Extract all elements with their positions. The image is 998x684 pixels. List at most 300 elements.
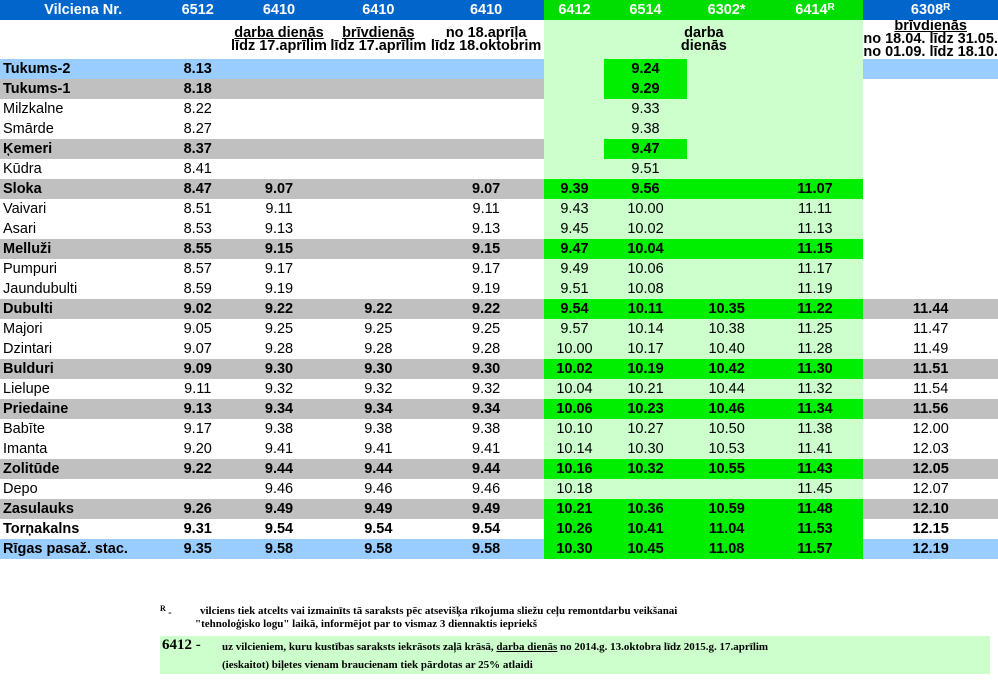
time-cell: 9.13 [428, 219, 545, 239]
station-name: Torņakalns [0, 519, 166, 539]
time-cell [863, 119, 998, 139]
table-row [0, 219, 998, 239]
r-footnote-marker: $^R$ - [160, 604, 172, 619]
subheader-weekdays: darba dienās [544, 20, 863, 59]
train-number: $6308^R$ [863, 0, 998, 20]
time-cell: 10.17 [604, 339, 686, 359]
time-cell: 10.45 [604, 539, 686, 559]
time-cell: 10.59 [687, 499, 767, 519]
time-cell: 9.02 [166, 299, 229, 319]
time-cell: 9.35 [166, 539, 229, 559]
time-cell: 9.54 [544, 299, 604, 319]
time-cell: 11.57 [767, 539, 864, 559]
time-cell: 8.51 [166, 199, 229, 219]
time-cell: 12.00 [863, 419, 998, 439]
time-cell: 10.14 [544, 439, 604, 459]
time-cell [687, 259, 767, 279]
time-cell: 9.09 [166, 359, 229, 379]
time-cell: 10.30 [544, 539, 604, 559]
time-cell: 11.48 [767, 499, 864, 519]
time-cell [687, 99, 767, 119]
time-cell: 10.50 [687, 419, 767, 439]
time-cell [863, 59, 998, 79]
station-name: Depo [0, 479, 166, 499]
time-cell: 9.25 [329, 319, 428, 339]
time-cell: 9.46 [428, 479, 545, 499]
time-cell [329, 179, 428, 199]
time-cell: 12.10 [863, 499, 998, 519]
time-cell: 9.38 [428, 419, 545, 439]
time-cell: 9.11 [428, 199, 545, 219]
time-cell [687, 159, 767, 179]
time-cell: 9.51 [544, 279, 604, 299]
time-cell: 10.53 [687, 439, 767, 459]
time-cell: 9.32 [428, 379, 545, 399]
time-cell [329, 159, 428, 179]
time-cell: 10.18 [544, 479, 604, 499]
time-cell: 9.58 [329, 539, 428, 559]
time-cell [544, 79, 604, 99]
time-cell: 10.21 [544, 499, 604, 519]
table-row [0, 499, 998, 519]
table-row [0, 459, 998, 479]
r-superscript: R [827, 2, 835, 13]
subheader-row [0, 20, 998, 59]
time-cell [229, 59, 329, 79]
station-name: Smārde [0, 119, 166, 139]
time-cell: 9.46 [329, 479, 428, 499]
time-cell: 12.15 [863, 519, 998, 539]
time-cell [863, 279, 998, 299]
time-cell [329, 119, 428, 139]
time-cell: 9.26 [166, 499, 229, 519]
subheader-weekends-till-17apr: brīvdienās līdz 17.aprīlim [330, 24, 427, 54]
time-cell: 10.11 [604, 299, 686, 319]
time-cell: 10.42 [687, 359, 767, 379]
time-cell: 9.13 [229, 219, 329, 239]
time-cell: 11.30 [767, 359, 864, 379]
time-cell: 11.28 [767, 339, 864, 359]
time-cell: 10.23 [604, 399, 686, 419]
time-cell: 10.40 [687, 339, 767, 359]
time-cell: 9.20 [166, 439, 229, 459]
time-cell: 11.07 [767, 179, 864, 199]
time-cell: 11.22 [767, 299, 864, 319]
time-cell: 9.39 [544, 179, 604, 199]
table-row [0, 519, 998, 539]
time-cell: 8.27 [166, 119, 229, 139]
table-row [0, 79, 998, 99]
time-cell [229, 99, 329, 119]
time-cell: 11.51 [863, 359, 998, 379]
time-cell: 11.38 [767, 419, 864, 439]
subheader-weekends-seasonal: brīvdienās no 18.04. līdz 31.05. no 01.09. līdz 18.10. [863, 20, 998, 59]
time-cell: 9.34 [428, 399, 545, 419]
train-number: 6410 [428, 0, 545, 20]
station-name: Pumpuri [0, 259, 166, 279]
time-cell [767, 79, 864, 99]
time-cell [687, 59, 767, 79]
table-row [0, 139, 998, 159]
time-cell [544, 99, 604, 119]
time-cell [329, 59, 428, 79]
station-name: Vaivari [0, 199, 166, 219]
time-cell: 10.14 [604, 319, 686, 339]
station-name: Priedaine [0, 399, 166, 419]
time-cell [544, 59, 604, 79]
table-row [0, 59, 998, 79]
time-cell: 9.13 [166, 399, 229, 419]
station-name: Zolitūde [0, 459, 166, 479]
time-cell: 9.46 [229, 479, 329, 499]
time-cell: 9.29 [604, 79, 686, 99]
time-cell: 9.11 [166, 379, 229, 399]
time-cell: 9.28 [229, 339, 329, 359]
time-cell: 9.43 [544, 199, 604, 219]
time-cell: 9.56 [604, 179, 686, 199]
station-name: Bulduri [0, 359, 166, 379]
time-cell: 9.58 [229, 539, 329, 559]
time-cell: 9.07 [229, 179, 329, 199]
time-cell: 11.56 [863, 399, 998, 419]
time-cell: 10.16 [544, 459, 604, 479]
time-cell [687, 219, 767, 239]
time-cell: 10.06 [604, 259, 686, 279]
station-name: Dzintari [0, 339, 166, 359]
time-cell [229, 139, 329, 159]
train-number: 6412 [544, 0, 604, 20]
table-row [0, 259, 998, 279]
time-cell: 9.30 [329, 359, 428, 379]
time-cell: 9.19 [229, 279, 329, 299]
time-cell: 10.00 [544, 339, 604, 359]
station-name: Dubulti [0, 299, 166, 319]
time-cell: 9.17 [229, 259, 329, 279]
time-cell: 9.22 [166, 459, 229, 479]
time-cell [329, 199, 428, 219]
time-cell: 9.54 [229, 519, 329, 539]
time-cell: 9.38 [329, 419, 428, 439]
time-cell: 9.25 [229, 319, 329, 339]
table-row [0, 279, 998, 299]
time-cell: 8.22 [166, 99, 229, 119]
subheader-weekdays-till-17apr: darba dienās līdz 17.aprīlim [231, 24, 327, 54]
time-cell: 11.53 [767, 519, 864, 539]
time-cell [767, 59, 864, 79]
time-cell: 9.44 [428, 459, 545, 479]
time-cell [329, 99, 428, 119]
time-cell [329, 139, 428, 159]
time-cell [863, 239, 998, 259]
train-number: 6410 [229, 0, 329, 20]
train-number: $6414^R$ [767, 0, 864, 20]
time-cell [687, 179, 767, 199]
time-cell [229, 159, 329, 179]
time-cell: 9.38 [229, 419, 329, 439]
time-cell: 11.25 [767, 319, 864, 339]
time-cell: 9.54 [329, 519, 428, 539]
time-cell: 10.21 [604, 379, 686, 399]
time-cell: 10.10 [544, 419, 604, 439]
time-cell [428, 59, 545, 79]
table-row [0, 479, 998, 499]
time-cell: 10.02 [544, 359, 604, 379]
time-cell: 10.44 [687, 379, 767, 399]
train-number: 6512 [166, 0, 229, 20]
table-row [0, 199, 998, 219]
time-cell [687, 79, 767, 99]
time-cell [428, 119, 545, 139]
time-cell [329, 279, 428, 299]
time-cell: 9.41 [428, 439, 545, 459]
time-cell: 10.27 [604, 419, 686, 439]
station-name: Zasulauks [0, 499, 166, 519]
station-name: Sloka [0, 179, 166, 199]
time-cell: 10.04 [604, 239, 686, 259]
time-cell [544, 159, 604, 179]
time-cell: 11.08 [687, 539, 767, 559]
time-cell: 9.32 [329, 379, 428, 399]
station-name: Asari [0, 219, 166, 239]
footnotes [0, 590, 998, 684]
time-cell [428, 79, 545, 99]
table-row [0, 539, 998, 559]
time-cell [687, 279, 767, 299]
discount-note-text: uz vilcieniem, kuru kustības saraksts iekrāsots zaļā krāsā, darba dienās no 2014.g. 13.oktobra līdz 2015.g. 17.aprīlim [222, 641, 769, 653]
station-name: Kūdra [0, 159, 166, 179]
r-superscript: R [943, 2, 951, 13]
time-cell: 9.51 [604, 159, 686, 179]
time-cell: 9.58 [428, 539, 545, 559]
time-cell: 12.19 [863, 539, 998, 559]
time-cell [767, 119, 864, 139]
time-cell: 10.35 [687, 299, 767, 319]
time-cell [863, 219, 998, 239]
time-cell: 10.46 [687, 399, 767, 419]
table-row [0, 359, 998, 379]
train-number: 6514 [604, 0, 686, 20]
r-footnote-text: "tehnoloģisko logu" laikā, informējot par to vismaz 3 diennaktis iepriekš [195, 618, 538, 630]
time-cell: 9.15 [229, 239, 329, 259]
table-row [0, 179, 998, 199]
time-cell: 9.28 [329, 339, 428, 359]
discount-note-train: 6412 - [162, 637, 201, 653]
station-name: Ķemeri [0, 139, 166, 159]
time-cell [544, 139, 604, 159]
time-cell [863, 79, 998, 99]
time-cell: 8.53 [166, 219, 229, 239]
time-cell: 9.22 [428, 299, 545, 319]
time-cell: 9.49 [544, 259, 604, 279]
time-cell: 8.18 [166, 79, 229, 99]
station-name: Jaundubulti [0, 279, 166, 299]
time-cell [863, 199, 998, 219]
table-row [0, 299, 998, 319]
time-cell: 9.49 [329, 499, 428, 519]
time-cell: 9.34 [229, 399, 329, 419]
time-cell: 10.41 [604, 519, 686, 539]
time-cell: 10.19 [604, 359, 686, 379]
subheader-18apr-18oct: no 18.aprīļa līdz 18.oktobrim [430, 24, 542, 54]
time-cell: 11.11 [767, 199, 864, 219]
time-cell: 12.07 [863, 479, 998, 499]
time-cell: 11.19 [767, 279, 864, 299]
station-name: Lielupe [0, 379, 166, 399]
time-cell: 10.38 [687, 319, 767, 339]
station-name: Melluži [0, 239, 166, 259]
time-cell: 11.13 [767, 219, 864, 239]
time-cell: 9.17 [166, 419, 229, 439]
time-cell: 8.57 [166, 259, 229, 279]
time-cell [687, 239, 767, 259]
station-name: Rīgas pasaž. stac. [0, 539, 166, 559]
time-cell: 10.36 [604, 499, 686, 519]
time-cell: 9.49 [428, 499, 545, 519]
time-cell: 9.44 [229, 459, 329, 479]
station-name: Milzkalne [0, 99, 166, 119]
time-cell: 9.31 [166, 519, 229, 539]
time-cell [544, 119, 604, 139]
time-cell: 9.47 [604, 139, 686, 159]
time-cell [428, 159, 545, 179]
time-cell: 9.07 [428, 179, 545, 199]
station-name: Imanta [0, 439, 166, 459]
station-name: Tukums-2 [0, 59, 166, 79]
table-row [0, 399, 998, 419]
time-cell: 10.26 [544, 519, 604, 539]
time-cell: 9.30 [428, 359, 545, 379]
time-cell: 9.34 [329, 399, 428, 419]
time-cell [863, 179, 998, 199]
time-cell [329, 259, 428, 279]
time-cell: 11.41 [767, 439, 864, 459]
time-cell: 9.47 [544, 239, 604, 259]
time-cell: 11.17 [767, 259, 864, 279]
time-cell: 10.00 [604, 199, 686, 219]
time-cell: 9.28 [428, 339, 545, 359]
time-cell [863, 259, 998, 279]
time-cell: 9.25 [428, 319, 545, 339]
time-cell: 9.32 [229, 379, 329, 399]
time-cell: 11.15 [767, 239, 864, 259]
time-cell: 11.43 [767, 459, 864, 479]
time-cell: 11.32 [767, 379, 864, 399]
time-cell: 9.45 [544, 219, 604, 239]
time-cell [863, 159, 998, 179]
time-cell: 9.05 [166, 319, 229, 339]
time-cell: 9.49 [229, 499, 329, 519]
time-cell: 9.22 [329, 299, 428, 319]
discount-note [160, 636, 990, 674]
time-cell: 10.30 [604, 439, 686, 459]
time-cell: 9.15 [428, 239, 545, 259]
time-cell: 10.02 [604, 219, 686, 239]
table-row [0, 419, 998, 439]
r-footnote-text: vilciens tiek atcelts vai izmainīts tā saraksts pēc atsevišķa rīkojuma sliežu ceļu remontdarbu veikšanai [200, 605, 678, 617]
time-cell: 9.57 [544, 319, 604, 339]
table-row [0, 379, 998, 399]
time-cell [687, 199, 767, 219]
time-cell [687, 119, 767, 139]
time-cell: 8.59 [166, 279, 229, 299]
time-cell: 9.44 [329, 459, 428, 479]
time-cell [229, 119, 329, 139]
header-row [0, 0, 998, 20]
time-cell: 10.06 [544, 399, 604, 419]
time-cell: 11.34 [767, 399, 864, 419]
station-name: Babīte [0, 419, 166, 439]
time-cell: 10.32 [604, 459, 686, 479]
time-cell [863, 139, 998, 159]
table-row [0, 119, 998, 139]
time-cell: 8.55 [166, 239, 229, 259]
time-cell: 9.11 [229, 199, 329, 219]
time-cell: 9.38 [604, 119, 686, 139]
time-cell: 10.04 [544, 379, 604, 399]
time-cell: 9.30 [229, 359, 329, 379]
time-cell [329, 79, 428, 99]
time-cell: 9.07 [166, 339, 229, 359]
time-cell: 9.22 [229, 299, 329, 319]
time-cell: 10.55 [687, 459, 767, 479]
time-cell: 11.44 [863, 299, 998, 319]
time-cell: 9.41 [229, 439, 329, 459]
station-name: Majori [0, 319, 166, 339]
time-cell: 9.54 [428, 519, 545, 539]
header-title: Vilciena Nr. [0, 0, 166, 20]
table-row [0, 439, 998, 459]
time-cell [604, 479, 686, 499]
table-row [0, 159, 998, 179]
time-cell: 11.47 [863, 319, 998, 339]
table-row [0, 319, 998, 339]
time-cell [863, 99, 998, 119]
time-cell: 12.03 [863, 439, 998, 459]
time-cell [329, 219, 428, 239]
time-cell: 8.37 [166, 139, 229, 159]
discount-note-text: (ieskaitot) biļetes vienam braucienam tiek pārdotas ar 25% atlaidi [222, 659, 533, 671]
time-cell [329, 239, 428, 259]
table-row [0, 99, 998, 119]
time-cell [166, 479, 229, 499]
time-cell: 8.13 [166, 59, 229, 79]
train-number: 6410 [329, 0, 428, 20]
time-cell [687, 139, 767, 159]
time-cell: 9.17 [428, 259, 545, 279]
time-cell [767, 159, 864, 179]
time-cell: 9.19 [428, 279, 545, 299]
time-cell: 11.04 [687, 519, 767, 539]
time-cell [428, 139, 545, 159]
time-cell: 12.05 [863, 459, 998, 479]
time-cell [767, 139, 864, 159]
time-cell [767, 99, 864, 119]
time-cell: 10.08 [604, 279, 686, 299]
time-cell: 11.45 [767, 479, 864, 499]
time-cell: 9.33 [604, 99, 686, 119]
time-cell: 9.24 [604, 59, 686, 79]
time-cell: 11.54 [863, 379, 998, 399]
table-row [0, 339, 998, 359]
time-cell [428, 99, 545, 119]
table-row [0, 239, 998, 259]
time-cell: 8.41 [166, 159, 229, 179]
time-cell: 8.47 [166, 179, 229, 199]
train-number: 6302* [687, 0, 767, 20]
time-cell: 11.49 [863, 339, 998, 359]
time-cell [229, 79, 329, 99]
time-cell: 9.41 [329, 439, 428, 459]
